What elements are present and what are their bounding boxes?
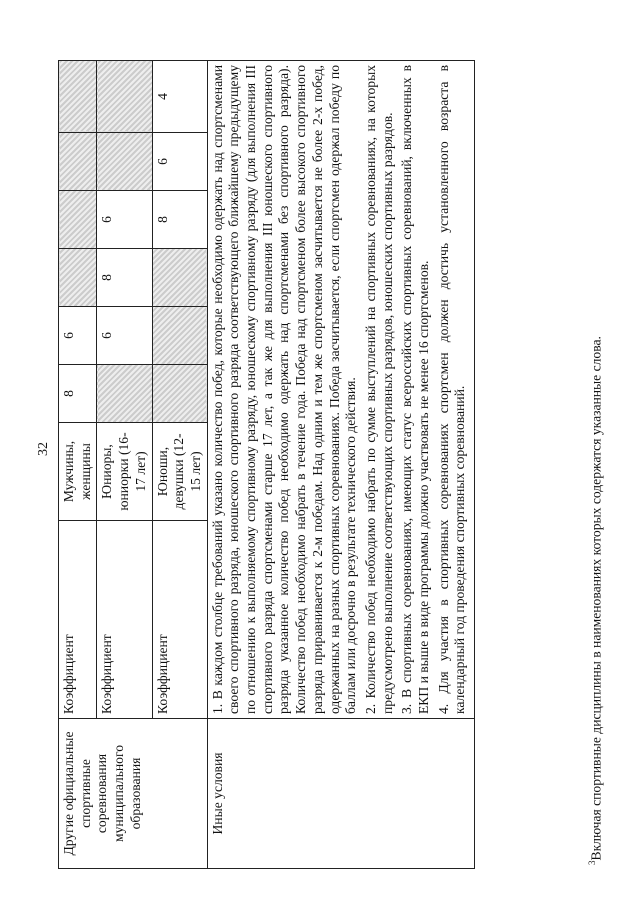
value-cell <box>97 133 152 191</box>
coefficient-label: Коэффициент <box>97 521 152 719</box>
footnote-marker: 3 <box>587 860 597 865</box>
coefficient-label: Коэффициент <box>59 521 97 719</box>
table-row <box>207 61 475 869</box>
value-cell <box>152 307 207 365</box>
value-cell: 6 <box>97 191 152 249</box>
page-number: 32 <box>36 442 51 456</box>
value-cell: 8 <box>59 365 97 423</box>
condition-item: 3. В спортивных соревнованиях, имеющих статус всероссийских спортивных соревнований, включенных в ЕКП и выше в виде программы должно участвовать не менее 16 спортсменов. <box>399 65 432 714</box>
competition-category-cell: Другие официальные спортивные соревнования муниципального образования <box>59 719 208 869</box>
age-group-cell: Юниоры, юниорки (16-17 лет) <box>97 423 152 521</box>
footnote-text: Включая спортивные дисциплины в наименованиях которых содержатся указанные слова. <box>588 336 604 861</box>
value-cell: 8 <box>97 249 152 307</box>
condition-item: 1. В каждом столбце требований указано количество побед, которые необходимо одержать над спортсменами своего спортивного разряда, юношеского спортивного разряда соответствующего ближайшему предыдущему по отношению к выполняемому спортивному разряду, юношескому спортивному разряду (для выполнения III спортивного разряда спортсменами старше 17 лет, а так же для выполнения III юношеского спортивного разряда указанное количество побед необходимо одержать над спортсменами без спортивного разряда). Количество побед необходимо набрать в течение года. Победа над спортсменом более высокого спортивного разряда приравнивается к 2-м победам. Над одним и тем же спортсменом засчитывается не более 2-х побед, одержанных на разных спортивных соревнованиях. Победа засчитывается, если спортсмен одержал победу по баллам или досрочно в результате технического действия. <box>209 65 359 714</box>
value-cell <box>59 249 97 307</box>
value-cell: 8 <box>152 191 207 249</box>
coefficient-label: Коэффициент <box>152 521 207 719</box>
other-conditions-label: Иные условия <box>207 719 475 869</box>
footnote <box>587 45 605 865</box>
condition-item: 4. Для участия в спортивных соревнованиях спортсмен должен достичь установленного возраста в календарный год проведения спортивных соревнований. <box>435 65 468 714</box>
condition-item: 2. Количество побед необходимо набрать по сумме выступлений на спортивных соревнованиях, на которых предусмотрено выполнение соответствующих спортивных разрядов, юношеских спортивных разрядов. <box>362 65 395 714</box>
value-cell <box>97 365 152 423</box>
table-row <box>59 61 97 869</box>
value-cell: 6 <box>97 307 152 365</box>
value-cell <box>59 191 97 249</box>
age-group-cell: Юноши, девушки (12-15 лет) <box>152 423 207 521</box>
value-cell <box>152 249 207 307</box>
value-cell: 6 <box>152 133 207 191</box>
value-cell <box>59 61 97 133</box>
requirements-table <box>58 60 475 869</box>
value-cell <box>152 365 207 423</box>
value-cell <box>59 133 97 191</box>
age-group-cell: Мужчины, женщины <box>59 423 97 521</box>
other-conditions-cell <box>207 61 475 719</box>
value-cell <box>97 61 152 133</box>
value-cell: 6 <box>59 307 97 365</box>
value-cell: 4 <box>152 61 207 133</box>
